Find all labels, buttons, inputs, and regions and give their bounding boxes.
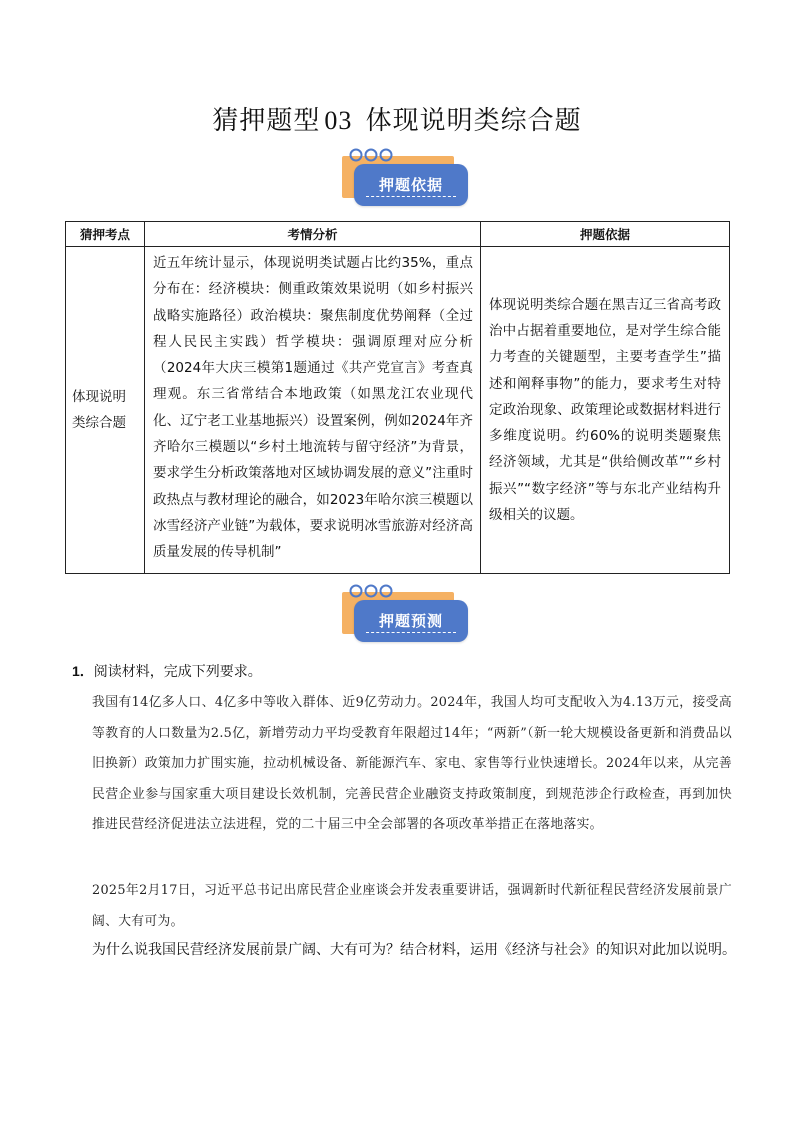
material-paragraph-2: 2025年2月17日，习近平总书记出席民营企业座谈会并发表重要讲话，强调新时代新征程民营经济发展前景广阔、大有可为。 <box>92 883 732 929</box>
cell-basis <box>481 247 729 573</box>
analysis-table <box>65 221 730 574</box>
cell-analysis-wrap <box>145 247 481 574</box>
question-number: 1． <box>72 663 94 679</box>
table-header-row <box>66 222 730 247</box>
cell-point-wrap <box>66 247 145 574</box>
page-title <box>0 100 794 137</box>
header-basis: 押题依据 <box>481 222 730 247</box>
rings-icon <box>346 146 406 162</box>
badge-label: 押题预测 <box>378 612 443 630</box>
cell-basis-wrap <box>481 247 730 574</box>
badge-label: 押题依据 <box>378 176 443 194</box>
cell-analysis: 近五年统计显示，体现说明类试题占比约35%，重点分布在：经济模块：侧重政策效果说明（如乡村振兴战略实施路径）政治模块：聚焦制度优势阐释（全过程人民民主实践）哲学模块：强调原理对应分析（2024年大庆三模第1题通过《共产党宣言》考查真理观。东三省常结合本地政策（如黑龙江农业现代化、辽宁老工业基地振兴）设置案例，例如2024年齐齐哈尔三模题以“乡村土地流转与留守经济”为背景，要求学生分析政策落地对区域协调发展的意义”注重时政热点与教材理论的融合，如2023年哈尔滨三模题以冰雪经济产业链”为载体，要求说明冰雪旅游对经济高质量发展的传导机制” <box>153 255 473 561</box>
question-heading <box>72 661 262 681</box>
question-ask: 为什么说我国民营经济发展前景广阔、大有可为？结合材料，运用《经济与社会》的知识对此加以说明。 <box>92 942 736 958</box>
header-analysis: 考情分析 <box>145 222 481 247</box>
title-prefix: 猜押题型 <box>212 106 321 136</box>
table-row <box>66 247 730 574</box>
cell-basis-text: 体现说明类综合题在黑吉辽三省高考政治中占据着重要地位，是对学生综合能力考查的关键题型，主要考查学生”描述和阐释事物”的能力，要求考生对特定政治现象、政策理论或数据材料进行多维度说明。约60%的说明类题聚焦经济领域，尤其是“供给侧改革”“乡村振兴”“数字经济”等与东北产业结构升级相关的议题。 <box>489 296 721 524</box>
badge-dash-line <box>366 196 456 197</box>
cell-point: 体现说明类综合题 <box>72 389 126 431</box>
title-main: 体现说明类综合题 <box>365 106 582 136</box>
badge-dash-line <box>366 632 456 633</box>
badge-front <box>354 164 468 206</box>
header-point: 猜押考点 <box>66 222 145 247</box>
rings-icon <box>346 582 406 598</box>
question-prompt: 阅读材料，完成下列要求。 <box>93 664 262 680</box>
material-paragraph-1: 我国有14亿多人口、4亿多中等收入群体、近9亿劳动力。2024年，我国人均可支配收入为4.13万元，接受高等教育的人口数量为2.5亿，新增劳动力平均受教育年限超过14年；“两新”（新一轮大规模设备更新和消费品以旧换新）政策加力扩围实施，拉动机械设备、新能源汽车、家电、家售等行业快速增长。2024年以来，从完善民营企业参与国家重大项目建设长效机制，完善民营企业融资支持政策制度，到规范涉企行政检查，再到加快推进民营经济促进法立法进程，党的二十届三中全会部署的各项改革举措正在落地落实。 <box>92 695 732 832</box>
badge-front <box>354 600 468 642</box>
title-number: 03 <box>324 106 353 135</box>
section-badge-basis <box>340 146 480 210</box>
section-badge-prediction <box>340 582 480 646</box>
